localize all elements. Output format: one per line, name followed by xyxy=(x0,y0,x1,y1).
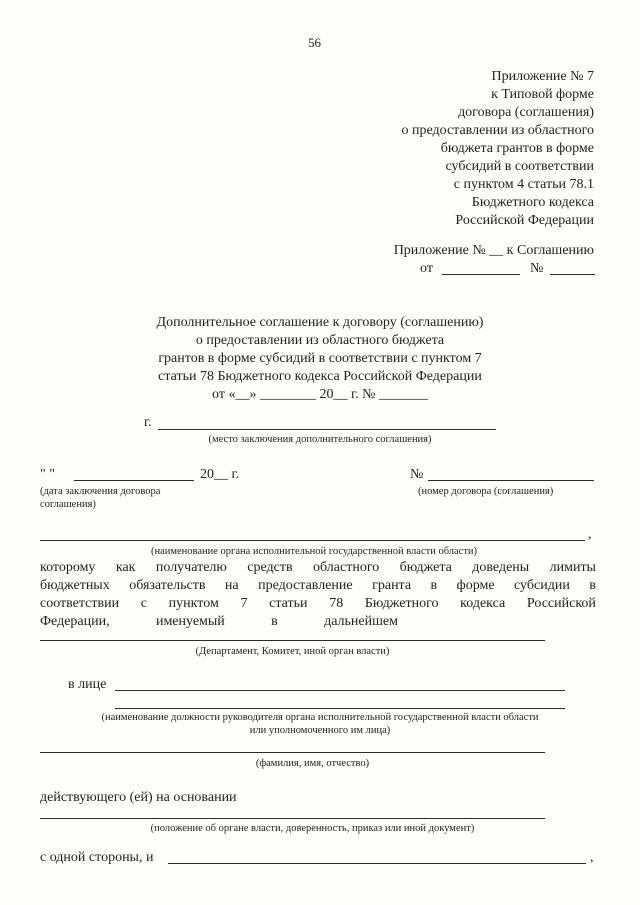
organ-comma: , xyxy=(588,527,592,542)
appendix-date-blank xyxy=(442,274,520,275)
header-line: к Типовой форме xyxy=(491,87,594,102)
paragraph-line xyxy=(40,577,596,595)
agreement-title xyxy=(100,314,540,404)
appendix-number-blank xyxy=(550,274,595,275)
acting-label: действующего (ей) на основании xyxy=(40,790,237,805)
fio-blank xyxy=(40,752,545,753)
date-quote: " " xyxy=(40,467,55,482)
position-caption: или уполномоченного им лица) xyxy=(249,725,391,736)
word: предоставление xyxy=(258,578,353,593)
word: как xyxy=(115,560,136,575)
word: Российской xyxy=(526,596,596,611)
word: в xyxy=(589,578,596,593)
word: дальнейшем xyxy=(324,614,398,629)
date-year: 20__ г. xyxy=(200,467,240,482)
word: субсидии xyxy=(514,578,570,593)
paragraph-line xyxy=(40,595,596,613)
appendix-from-label: от xyxy=(420,261,433,276)
city-blank xyxy=(158,429,496,430)
in-person-blank xyxy=(115,690,565,691)
word: именуемый xyxy=(155,614,225,629)
word: на xyxy=(224,578,239,593)
header-line: Российской Федерации xyxy=(455,213,594,228)
word: форме xyxy=(456,578,495,593)
title-line: Дополнительное соглашение к договору (соглашению) xyxy=(156,315,484,330)
body-paragraph xyxy=(40,559,596,631)
position-caption: (наименование должности руководителя органа исполнительной государственной власти области xyxy=(101,712,539,723)
paragraph-line xyxy=(40,613,398,631)
header-line: с пунктом 4 статьи 78.1 xyxy=(453,177,594,192)
fio-caption: (фамилия, имя, отчество) xyxy=(255,758,370,769)
title-line: о предоставлении из областного бюджета xyxy=(195,333,445,348)
in-person-label: в лице xyxy=(68,677,107,692)
word: бюджетных xyxy=(40,578,110,593)
department-caption: (Департамент, Комитет, иной орган власти) xyxy=(195,646,390,657)
one-side-label: с одной стороны, и xyxy=(40,850,154,865)
title-line: грантов в форме субсидий в соответствии с пунктом 7 xyxy=(158,351,482,366)
date-blank xyxy=(74,480,194,481)
title-date-line: от «__» ________ 20__ г. № _______ xyxy=(212,387,428,402)
second-party-blank xyxy=(168,863,586,864)
paragraph-line xyxy=(40,559,596,577)
header-line: о предоставлении из областного xyxy=(401,123,594,138)
appendix-num-label: № xyxy=(530,261,544,276)
appendix-header xyxy=(294,68,594,230)
word: 7 xyxy=(240,596,248,611)
word: которому xyxy=(40,560,96,575)
word: кодекса xyxy=(460,596,506,611)
header-line: субсидий в соответствии xyxy=(445,159,594,174)
basis-blank xyxy=(40,818,545,819)
word: пунктом xyxy=(168,596,219,611)
word: бюджета xyxy=(399,560,452,575)
organ-blank xyxy=(40,540,585,541)
word: доведены xyxy=(472,560,530,575)
word: лимиты xyxy=(549,560,596,575)
word: областного xyxy=(313,560,380,575)
one-side-comma: , xyxy=(590,850,594,865)
city-caption: (место заключения дополнительного соглашения) xyxy=(208,434,432,445)
word: Федерации, xyxy=(40,614,110,629)
basis-caption: (положение об органе власти, доверенность, приказ или иной документ) xyxy=(150,823,475,834)
contract-num-caption: (номер договора (соглашения) xyxy=(418,486,554,497)
word: гранта xyxy=(372,578,412,593)
date-caption: (дата заключения договора xyxy=(40,486,161,497)
title-line: статьи 78 Бюджетного кодекса Российской Федерации xyxy=(158,369,482,384)
word: в xyxy=(430,578,438,593)
word: статьи xyxy=(269,596,308,611)
header-line: Приложение № 7 xyxy=(491,69,594,84)
word: средств xyxy=(247,560,293,575)
word: 78 xyxy=(329,596,344,611)
header-line: договора (соглашения) xyxy=(458,105,594,120)
word: обязательств xyxy=(129,578,206,593)
header-line: Бюджетного кодекса xyxy=(471,195,594,210)
contract-num-blank xyxy=(428,480,594,481)
word: в xyxy=(271,614,278,629)
department-blank xyxy=(40,640,545,641)
date-caption: соглашения) xyxy=(40,499,96,510)
appendix-to-agreement: Приложение № __ к Соглашению xyxy=(393,243,594,258)
page-number: 56 xyxy=(308,35,321,50)
header-line: бюджета грантов в форме xyxy=(440,141,594,156)
organ-caption: (наименование органа исполнительной государственной власти области) xyxy=(150,546,478,557)
position-blank xyxy=(115,708,565,709)
word: Бюджетного xyxy=(364,596,439,611)
word: соответствии xyxy=(40,596,120,611)
word: получателю xyxy=(155,560,227,575)
word: с xyxy=(140,596,147,611)
contract-num-label: № xyxy=(410,467,424,482)
city-prefix: г. xyxy=(144,415,152,430)
